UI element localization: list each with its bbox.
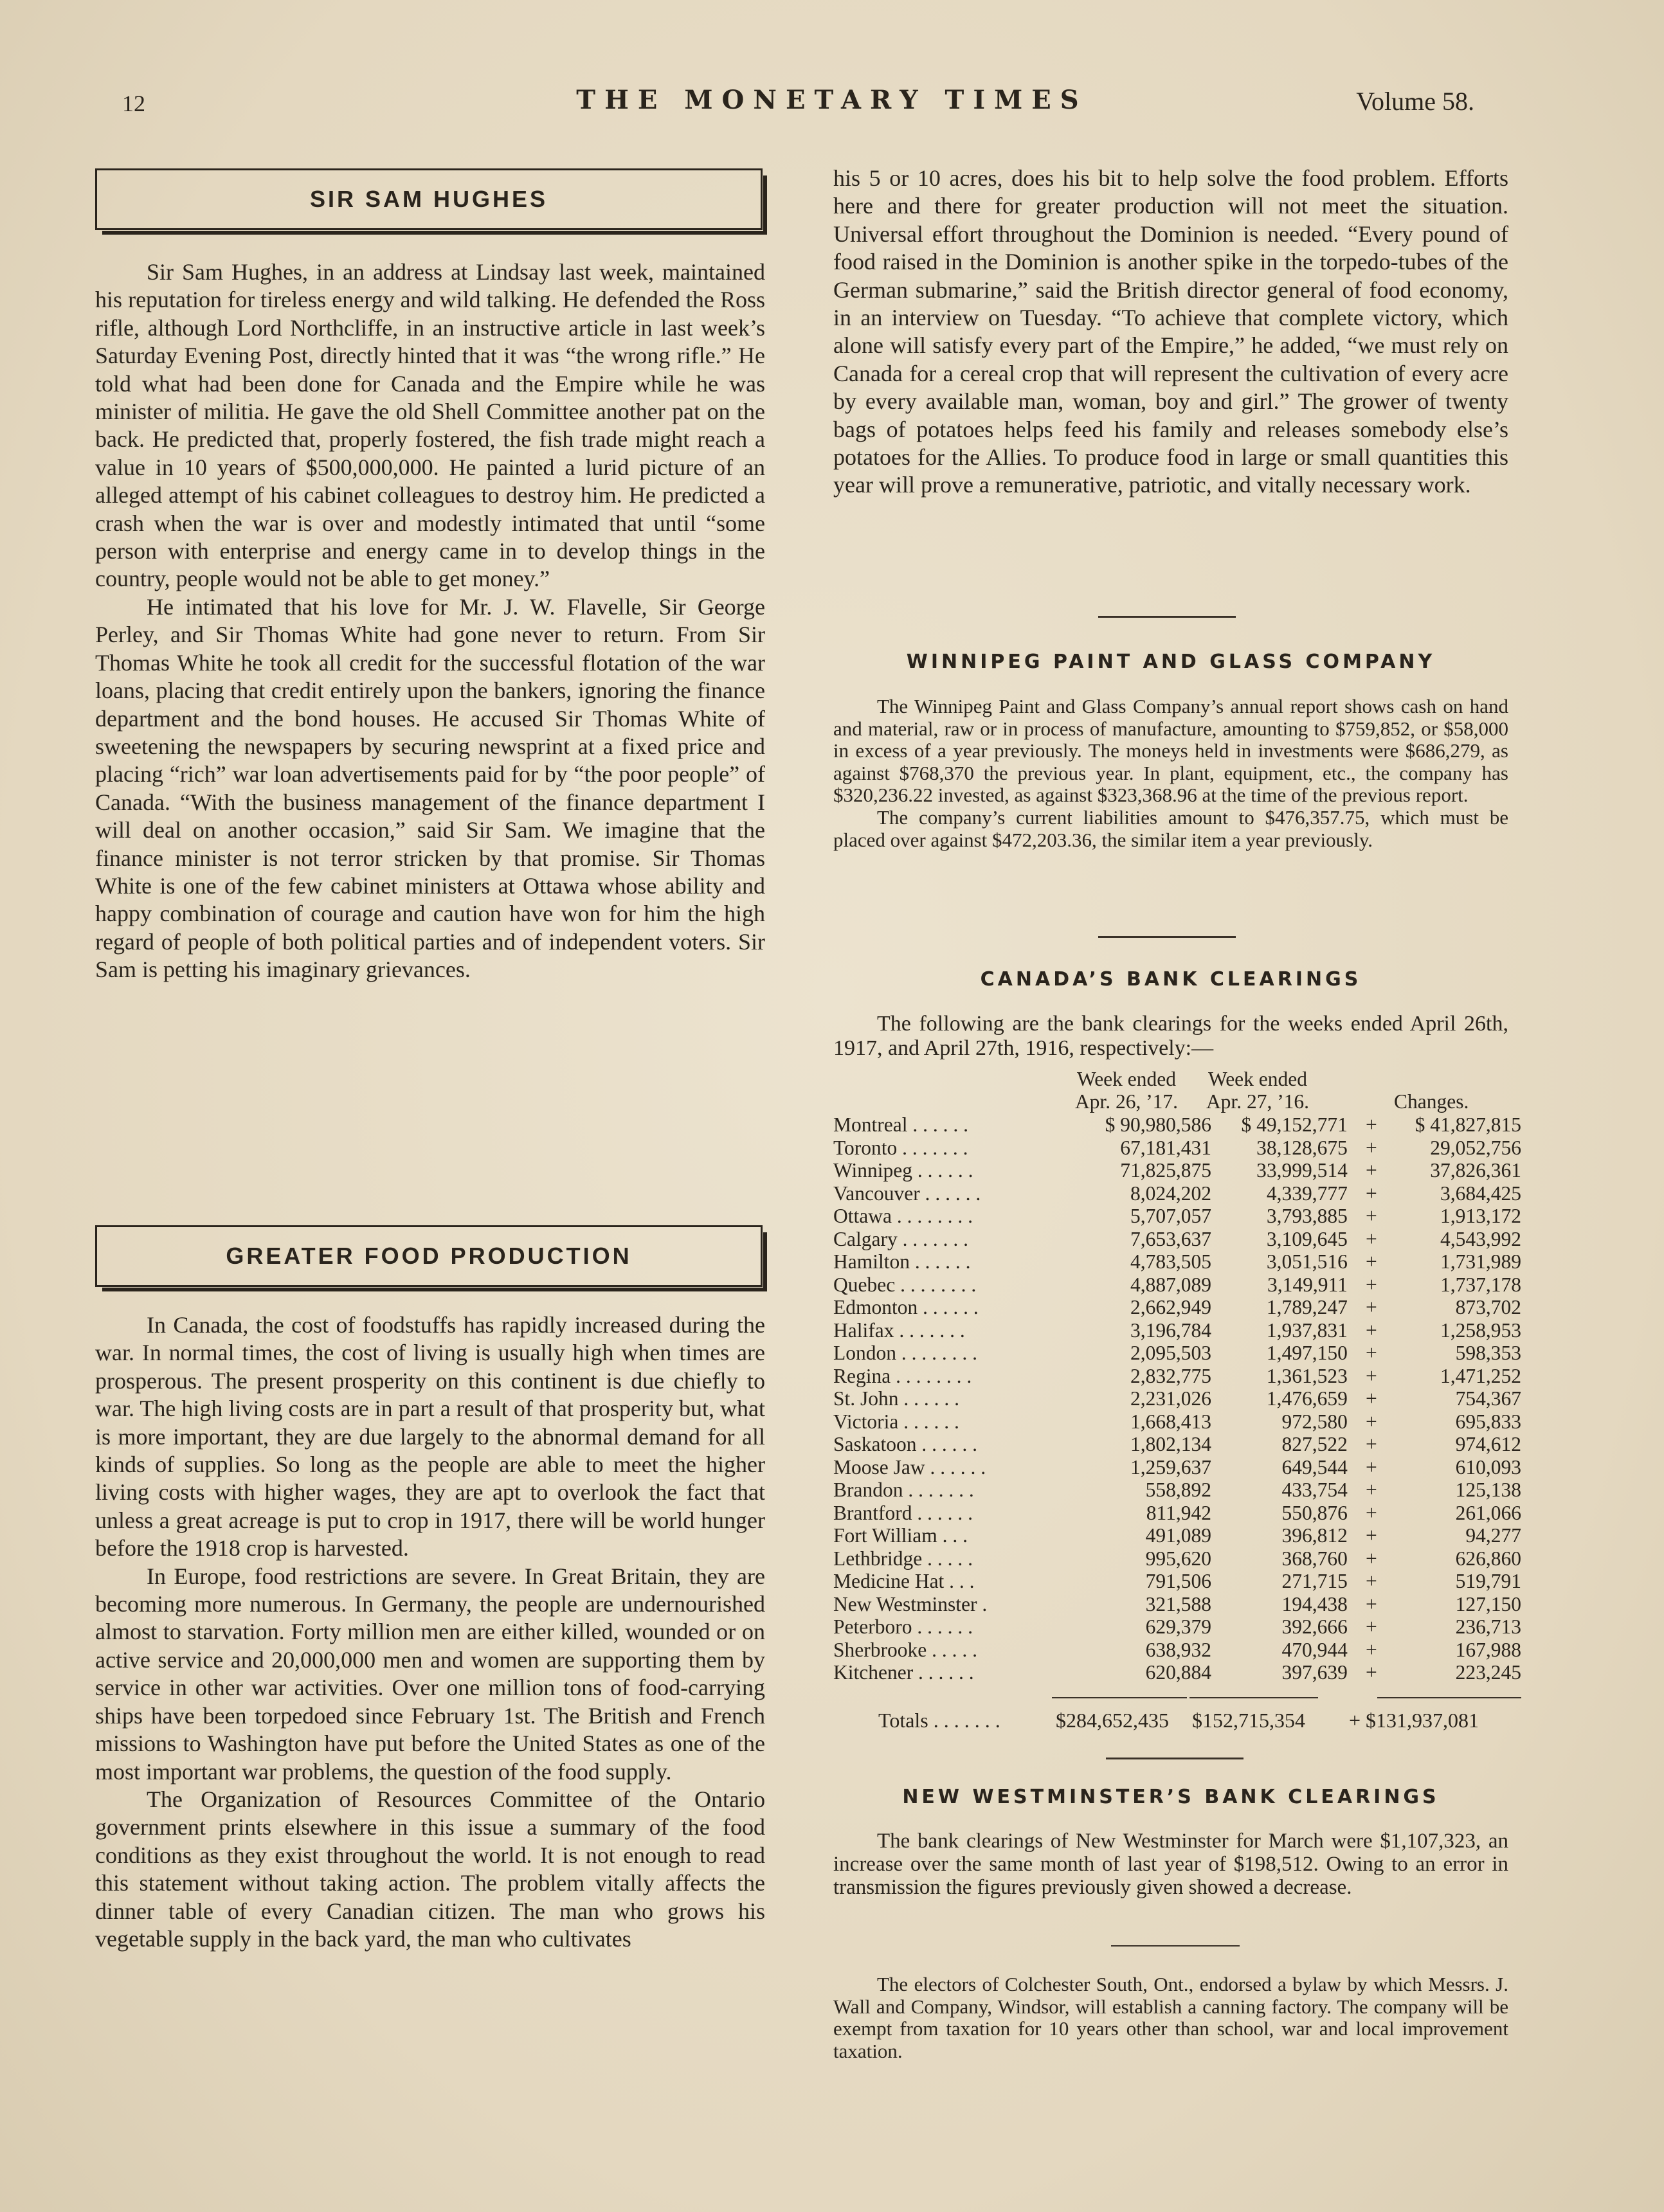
table-underline-chg [1377,1697,1521,1698]
city-cell: Edmonton . . . . . . [833,1296,979,1318]
masthead: THE MONETARY TIMES [576,85,1088,115]
food-paragraph: The Organization of Resources Committee of the Ontario government prints elsewhere in this issue a summary of the food conditions as they exist throughout the world. It is not enough to read this statement without taking action. The problem vitally affects the dinner table of every Canadian citizen. The man who grows his vegetable supply in the back yard, the man who cultivates [95,1786,765,1952]
week1-cell: 638,932 [1145,1638,1211,1661]
change-cell: 598,353 [1455,1342,1521,1364]
totals-w2: $152,715,354 [1192,1709,1305,1732]
divider [1098,616,1236,618]
sir-sam-paragraph: He intimated that his love for Mr. J. W. Flavelle, Sir George Perley, and Sir Thomas White had gone never to return. From Sir Thomas White he took all credit for the successful flotation of the war loans, placing that credit entirely upon the bankers, ignoring the finance department and the bond houses. He accused Sir Thomas White of sweetening the newspapers by securing newsprint at a fixed price and placing “rich” war loan advertisements paid for by “the poor people” of Canada. “With the business management of the finance department I will deal on another occasion,” said Sir Sam. We imagine that the finance minister is not terror stricken by that promise. Sir Thomas White is one of the few cabinet ministers at Ottawa whose ability and happy combination of courage and caution have won for him the high regard of people of both political parties and of independent voters. Sir Sam is petting his imaginary grievances. [95,593,765,983]
week2-cell: 194,438 [1281,1592,1348,1615]
change-cell: 223,245 [1455,1661,1521,1684]
col-head-week2-line2: Apr. 27, ’16. [1206,1090,1310,1113]
city-cell: Hamilton . . . . . . [833,1250,971,1273]
sign-cell: + [1366,1501,1377,1524]
table-row [833,1456,1521,1479]
week1-cell: 4,783,505 [1130,1250,1211,1273]
change-cell: 4,543,992 [1440,1227,1521,1250]
table-row [833,1228,1521,1251]
week2-cell: 1,361,523 [1266,1364,1348,1387]
week1-cell: 791,506 [1145,1570,1211,1592]
week1-cell: 8,024,202 [1130,1182,1211,1205]
week1-cell: 2,095,503 [1130,1342,1211,1364]
totals-w1: $284,652,435 [1056,1709,1169,1732]
week2-cell: $ 49,152,771 [1241,1113,1348,1136]
city-cell: Victoria . . . . . . [833,1410,959,1433]
table-underline-w1 [1052,1697,1187,1698]
week2-cell: 1,789,247 [1266,1296,1348,1318]
week1-cell: 620,884 [1145,1661,1211,1684]
table-row [833,1593,1521,1616]
sign-cell: + [1366,1638,1377,1661]
week2-cell: 3,109,645 [1266,1227,1348,1250]
city-cell: Quebec . . . . . . . . [833,1273,977,1296]
week1-cell: 2,662,949 [1130,1296,1211,1318]
table-row [833,1639,1521,1662]
week1-cell: 4,887,089 [1130,1273,1211,1296]
week2-cell: 3,149,911 [1267,1273,1348,1296]
sir-sam-paragraph: Sir Sam Hughes, in an address at Lindsay last week, maintained his reputation for tireless energy and wild talking. He defended the Ross rifle, although Lord Northcliffe, in an instructive article in last week’s Saturday Evening Post, directly hinted that it was “the wrong rifle.” He told what had been done for Canada and the Empire while he was minister of militia. He gave the old Shell Committee another pat on the back. He predicted that, properly fostered, the fish trade might reach a value in 10 years of $500,000,000. He painted a lurid picture of an alleged attempt of his cabinet colleagues to destroy him. He predicted a crash when the war is over and modestly intimated that until “some person with enterprise and energy came in to develop things in the country, people would not be able to get money.” [95,259,765,592]
table-row [833,1296,1521,1319]
sign-cell: + [1366,1205,1377,1227]
new-westminster-text: The bank clearings of New Westminster for March were $1,107,323, an increase over the same month of last year of $198,512. Owing to an error in transmission the figures previously given showed a decrease. [833,1830,1508,1899]
city-cell: Kitchener . . . . . . [833,1661,974,1684]
week1-cell: 2,231,026 [1130,1387,1211,1410]
food-continuation [833,165,1508,499]
change-cell: 1,731,989 [1440,1250,1521,1273]
city-cell: Moose Jaw . . . . . . [833,1455,986,1479]
totals-chg: + $131,937,081 [1349,1709,1479,1732]
city-cell: New Westminster . [833,1592,988,1615]
week2-cell: 271,715 [1281,1570,1348,1592]
sign-cell: + [1366,1410,1377,1433]
week1-cell: 1,668,413 [1130,1410,1211,1433]
table-row [833,1182,1521,1205]
week1-cell: 3,196,784 [1130,1318,1211,1342]
food-heading: GREATER FOOD PRODUCTION [226,1243,632,1269]
food-continuation-text: his 5 or 10 acres, does his bit to help solve the food problem. Efforts here and there for greater production will not meet the situation. Universal effort throughout the Dominion is needed. “Every pound of food raised in the Dominion is another spike in the torpedo-tubes of the German submarine,” said the British director general of food economy, in an interview on Tuesday. “To achieve that complete victory, which alone will satisfy every part of the Empire,” he added, “we must rely on Canada for a cereal crop that will represent the cultivation of every acre by every available man, woman, boy and girl.” The grower of twenty bags of potatoes helps feed his family and releases somebody else’s potatoes for the Allies. To produce food in large or small quantities this year will prove a remunerative, patriotic, and vitally necessary work. [833,165,1508,498]
volume-label: Volume 58. [1356,87,1474,116]
city-cell: Medicine Hat . . . [833,1570,975,1592]
col-head-week2-line1: Week ended [1207,1068,1307,1090]
change-cell: 610,093 [1455,1455,1521,1479]
change-cell: 1,258,953 [1440,1318,1521,1342]
sign-cell: + [1366,1547,1377,1570]
clearings-intro-text: The following are the bank clearings for the weeks ended April 26th, 1917, and April 27th, 1916, respectively:— [833,1012,1508,1060]
new-westminster-article [833,1830,1508,1899]
change-cell: 94,277 [1465,1524,1521,1547]
change-cell: 695,833 [1455,1410,1521,1433]
sign-cell: + [1366,1182,1377,1205]
sign-cell: + [1366,1524,1377,1547]
change-cell: 1,471,252 [1440,1364,1521,1387]
week1-cell: 5,707,057 [1130,1205,1211,1227]
week1-cell: 7,653,637 [1130,1227,1211,1250]
week1-cell: 811,942 [1146,1501,1211,1524]
week2-cell: 433,754 [1281,1479,1348,1501]
totals-leader: . . . . . . . [933,1709,1000,1732]
col-head-week1 [1062,1068,1191,1113]
table-row [833,1615,1521,1639]
sign-cell: + [1366,1615,1377,1638]
table-underline-w2 [1189,1697,1318,1698]
change-cell: 167,988 [1455,1638,1521,1661]
table-row [833,1661,1521,1684]
change-cell: 125,138 [1455,1479,1521,1501]
food-article [95,1311,765,1953]
week1-cell: 491,089 [1145,1524,1211,1547]
totals-label: Totals [878,1709,928,1732]
city-cell: Vancouver . . . . . . [833,1182,981,1205]
week2-cell: 33,999,514 [1256,1159,1348,1182]
change-cell: 37,826,361 [1430,1159,1521,1182]
week1-cell: 71,825,875 [1120,1159,1211,1182]
table-row [833,1319,1521,1342]
divider [1111,1945,1240,1947]
clearings-table [833,1113,1521,1684]
sign-cell: + [1366,1296,1377,1318]
sir-sam-article [95,258,765,984]
page-number: 12 [122,91,145,116]
week2-cell: 392,666 [1281,1615,1348,1638]
week2-cell: 3,051,516 [1266,1250,1348,1273]
table-row [833,1410,1521,1434]
colchester-text: The electors of Colchester South, Ont., endorsed a bylaw by which Messrs. J. Wall and Company, Windsor, will establish a canning factory. The company will be exempt from taxation for 10 years other than school, war and local improvement taxation. [833,1973,1508,2062]
table-row [833,1570,1521,1593]
winnipeg-article [833,696,1508,851]
table-row [833,1250,1521,1273]
week1-cell: $ 90,980,586 [1105,1113,1211,1136]
week1-cell: 558,892 [1145,1479,1211,1501]
week1-cell: 995,620 [1145,1547,1211,1570]
week2-cell: 368,760 [1281,1547,1348,1570]
new-westminster-heading: NEW WESTMINSTER’S BANK CLEARINGS [902,1786,1440,1808]
winnipeg-heading: WINNIPEG PAINT AND GLASS COMPANY [906,651,1436,673]
sign-cell: + [1366,1113,1377,1136]
week1-cell: 629,379 [1145,1615,1211,1638]
week2-cell: 550,876 [1281,1501,1348,1524]
table-row [833,1205,1521,1228]
city-cell: Saskatoon . . . . . . [833,1433,977,1455]
table-row [833,1137,1521,1160]
sir-sam-heading-box [95,168,763,230]
winnipeg-paragraph: The Winnipeg Paint and Glass Company’s annual report shows cash on hand and material, raw or in process of manufacture, amounting to $759,852, or $58,000 in excess of a year previously. The moneys held in investments were $686,279, as against $768,370 the previous year. In plant, equipment, etc., the company has $320,236.22 invested, as against $323,368.96 at the time of the previous report. [833,695,1508,807]
sign-cell: + [1366,1250,1377,1273]
col-head-week2 [1193,1068,1322,1113]
sign-cell: + [1366,1433,1377,1455]
change-cell: 1,913,172 [1440,1205,1521,1227]
table-row [833,1113,1521,1137]
change-cell: 236,713 [1455,1615,1521,1638]
sir-sam-heading: SIR SAM HUGHES [309,186,548,212]
week2-cell: 38,128,675 [1256,1136,1348,1159]
week2-cell: 396,812 [1281,1524,1348,1547]
table-row [833,1524,1521,1547]
change-cell: 974,612 [1455,1433,1521,1455]
food-paragraph: In Canada, the cost of foodstuffs has rapidly increased during the war. In normal times, the cost of living is usually high when times are prosperous. The present prosperity on this continent is due chiefly to war. The high living costs are in part a result of that prosperity but, what is more important, they are due largely to the abnormal demand for all kinds of supplies. So long as the people are able to meet the higher living costs with higher wages, they are apt to overlook the fact that unless a great acreage is put to crop in 1917, there will be world hunger before the 1918 crop is harvested. [95,1312,765,1561]
divider [1106,1758,1243,1759]
week1-cell: 1,802,134 [1130,1433,1211,1455]
change-cell: 626,860 [1455,1547,1521,1570]
week2-cell: 649,544 [1281,1455,1348,1479]
table-row [833,1365,1521,1388]
city-cell: Brantford . . . . . . [833,1501,973,1524]
sign-cell: + [1366,1479,1377,1501]
week2-cell: 1,497,150 [1266,1342,1348,1364]
week2-cell: 972,580 [1281,1410,1348,1433]
city-cell: Brandon . . . . . . . [833,1479,974,1501]
week2-cell: 4,339,777 [1266,1182,1348,1205]
change-cell: 754,367 [1455,1387,1521,1410]
clearings-intro [833,1012,1508,1061]
table-row [833,1479,1521,1502]
week2-cell: 470,944 [1281,1638,1348,1661]
week1-cell: 2,832,775 [1130,1364,1211,1387]
food-paragraph: In Europe, food restrictions are severe. In Great Britain, they are becoming more numerous. In Germany, the people are undernourished almost to starvation. Forty million men are either killed, wounded or on active service and 20,000,000 men and women are supporting them by service in other war activities. Over one million tons of food-carrying ships have been torpedoed since February 1st. The British and French missions to Washington have put before the United States as one of the most important war problems, the question of the food supply. [95,1563,765,1785]
sign-cell: + [1366,1342,1377,1364]
week2-cell: 397,639 [1281,1661,1348,1684]
table-row [833,1273,1521,1297]
week2-cell: 1,937,831 [1266,1318,1348,1342]
week1-cell: 321,588 [1145,1592,1211,1615]
change-cell: 261,066 [1455,1501,1521,1524]
sign-cell: + [1366,1136,1377,1159]
city-cell: Halifax . . . . . . . [833,1318,965,1342]
sign-cell: + [1366,1387,1377,1410]
col-head-changes: Changes. [1394,1090,1469,1113]
city-cell: Montreal . . . . . . [833,1113,968,1136]
table-row [833,1342,1521,1365]
food-heading-box [95,1225,763,1287]
city-cell: London . . . . . . . . [833,1342,977,1364]
table-row [833,1433,1521,1456]
colchester-article [833,1974,1508,2062]
sign-cell: + [1366,1273,1377,1296]
clearings-heading: CANADA’S BANK CLEARINGS [980,968,1362,991]
city-cell: Winnipeg . . . . . . [833,1159,973,1182]
change-cell: 127,150 [1455,1592,1521,1615]
totals-row [878,1707,1521,1733]
table-row [833,1387,1521,1410]
city-cell: Ottawa . . . . . . . . [833,1205,973,1227]
week1-cell: 67,181,431 [1120,1136,1211,1159]
col-head-week1-line1: Week ended [1076,1068,1176,1090]
table-row [833,1502,1521,1525]
table-row [833,1547,1521,1570]
sign-cell: + [1366,1592,1377,1615]
city-cell: Toronto . . . . . . . [833,1136,968,1159]
sign-cell: + [1366,1364,1377,1387]
city-cell: Sherbrooke . . . . . [833,1638,977,1661]
city-cell: Fort William . . . [833,1524,968,1547]
table-row [833,1159,1521,1182]
sign-cell: + [1366,1455,1377,1479]
sign-cell: + [1366,1570,1377,1592]
divider [1098,936,1236,938]
city-cell: St. John . . . . . . [833,1387,960,1410]
change-cell: $ 41,827,815 [1415,1113,1521,1136]
col-head-week1-line2: Apr. 26, ’17. [1074,1090,1179,1113]
week2-cell: 827,522 [1281,1433,1348,1455]
city-cell: Lethbridge . . . . . [833,1547,973,1570]
change-cell: 873,702 [1455,1296,1521,1318]
change-cell: 519,791 [1455,1570,1521,1592]
city-cell: Calgary . . . . . . . [833,1227,968,1250]
sign-cell: + [1366,1227,1377,1250]
sign-cell: + [1366,1318,1377,1342]
change-cell: 29,052,756 [1430,1136,1521,1159]
winnipeg-paragraph: The company’s current liabilities amount to $476,357.75, which must be placed over against $472,203.36, the similar item a year previously. [833,805,1508,851]
week2-cell: 1,476,659 [1266,1387,1348,1410]
sign-cell: + [1366,1159,1377,1182]
week1-cell: 1,259,637 [1130,1455,1211,1479]
sign-cell: + [1366,1661,1377,1684]
change-cell: 3,684,425 [1440,1182,1521,1205]
change-cell: 1,737,178 [1440,1273,1521,1296]
city-cell: Regina . . . . . . . . [833,1364,972,1387]
week2-cell: 3,793,885 [1266,1205,1348,1227]
city-cell: Peterboro . . . . . . [833,1615,973,1638]
